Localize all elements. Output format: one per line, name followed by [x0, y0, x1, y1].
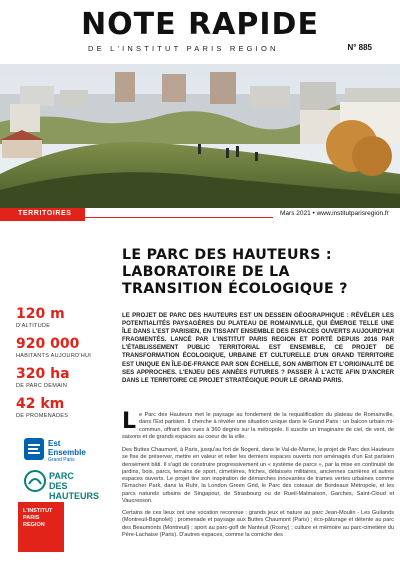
- article-headline: LE PARC DES HAUTEURS : LABORATOIRE DE LA TRANSITION ÉCOLOGIQUE ?: [122, 247, 348, 297]
- stat-altitude: [16, 307, 116, 329]
- stat-label: D'ALTITUDE: [16, 323, 51, 329]
- institut-paris-region-logo: [18, 502, 64, 552]
- article-lead: LE PROJET DE PARC DES HAUTEURS EST UN DESSEIN GÉOGRAPHIQUE : RÉVÉLER LES POTENTIALITÉS PAYSAGÈRES DU PLATEAU DE ROMAINVILLE, QUI ÉMERGE TELLE UNE ÎLE DANS L'EST PARISIEN, EN TISSANT ENSEMBLE DES ESPACES OUVERTS AUJOURD'HUI FRAGMENTÉS. LANCÉ PAR L'INSTITUT PARIS REGION ET PORTÉ DEPUIS 2016 PAR L'ÉTABLISSEMENT PUBLIC TERRITORIAL EST ENSEMBLE, CE PROJET DE TRANSFORMATION ÉCOLOGIQUE, URBAINE ET CULTURELLE D'UN GRAND TERRITOIRE EST UNIQUE EN ÎLE-DE-FRANCE PAR SON ÉCHELLE, SON AMBITION ET L'ORIGINALITÉ DE SES APPROCHES. L'ENJEU DES ANNÉES FUTURES ? PASSER À L'ACTE AFIN D'ANCRER DANS LE TERRITOIRE CE PROJET STRATÉGIQUE POUR LE GRAND PARIS.: [122, 312, 394, 384]
- date-and-url: Mars 2021 • www.institutparisregion.fr: [280, 210, 389, 217]
- publication-title: NOTE RAPIDE: [81, 7, 319, 42]
- section-divider: [85, 217, 273, 218]
- stat-walks: [16, 397, 116, 419]
- body-paragraph-1-text: e Parc des Hauteurs met le paysage au fondement de la requalification du plateau de Romainville, dans l'Est parisien. Il cherche à révéler une situation unique dans le Grand Paris : un balcon urbain mi-commun, offrant des vues à 360 degrés sur la métropole. Il suscite un imaginaire de ciel, de vent, de saisons et de grands espaces au coeur de la ville.: [122, 412, 394, 440]
- parc-des-hauteurs-line1: PARC: [49, 471, 74, 481]
- stat-value: 920 000: [16, 336, 80, 352]
- publication-subtitle: DE L'INSTITUT PARIS REGION: [88, 44, 279, 53]
- body-paragraph-2: Des Buttes Chaumont, à Paris, jusqu'au fort de Nogent, dans le Val-de-Marne, le projet de Parc des Hauteurs se fixe de préserver, mettre en valeur et relier les derniers espaces ouverts non aménagés d'un Est parisien densément bâti. Il s'agit de construire progressivement un « système de parcs », par la mise en continuité de jardins, bois, parcs, terrains de sport, cimetières, friches, délaissés militaires, anciennes carrières et autres espaces ouverts. Le projet tire son inspiration de démarches innovantes de trames vertes urbaines comme l'Emscher Park, dans la Ruhr, la London Green Grid, le Parc des coteaux de Bordeaux Métropole, et les parcs naturels urbains de Singapour, de Strasbourg ou de Rueil-Malmaison, Garches, Saint-Cloud et Vaucresson.: [122, 447, 394, 505]
- parc-des-hauteurs-logo: [24, 470, 119, 501]
- institut-logo-line1: L'INSTITUT: [23, 508, 53, 514]
- institut-logo-line3: REGION: [23, 522, 45, 528]
- stat-value: 320 ha: [16, 366, 70, 382]
- stat-inhabitants: [16, 337, 116, 359]
- parc-des-hauteurs-line2: DES HAUTEURS: [49, 481, 100, 501]
- section-tag-label: TERRITOIRES: [18, 210, 72, 217]
- stat-label: DE PARC DEMAIN: [16, 383, 68, 389]
- key-figures: [16, 307, 116, 427]
- est-ensemble-line1: Est: [48, 439, 61, 448]
- issue-number: N° 885: [347, 43, 372, 52]
- stat-label: DE PROMENADES: [16, 413, 69, 419]
- est-ensemble-icon: [24, 438, 44, 460]
- section-tag: [0, 208, 85, 221]
- stat-value: 120 m: [16, 306, 65, 322]
- est-ensemble-logo: [24, 438, 114, 464]
- masthead: [0, 0, 400, 64]
- stat-value: 42 km: [16, 396, 65, 412]
- parc-des-hauteurs-icon: [24, 470, 46, 492]
- landscape-illustration: [0, 64, 400, 208]
- stat-park-area: [16, 367, 116, 389]
- drop-cap: L: [122, 409, 137, 434]
- est-ensemble-line2: Ensemble: [48, 448, 86, 457]
- cover-photo: [0, 64, 400, 208]
- est-ensemble-line3: Grand Paris: [48, 457, 75, 463]
- body-paragraph-3: Certains de ces lieux ont une vocation reconnue : grands jeux et nature au parc Jean-Moulin - Les Guilands (Montreuil-Bagnolet) ; promenade et paysage aux Buttes Chaumont (Paris) ; éco-pâturage et détente au parc des Beaumonts (Montreuil) ; sport au parc-golf de Nanteuil (Rosny) ; culture et mémoire au parc-cimetière du Père-Lachaise (Paris). D'autres espaces, comme la corniche des: [122, 510, 394, 538]
- stat-label: HABITANTS AUJOURD'HUI: [16, 353, 92, 359]
- body-paragraph-1: [122, 409, 394, 441]
- section-bar: [0, 208, 400, 221]
- institut-logo-line2: PARIS: [23, 515, 40, 521]
